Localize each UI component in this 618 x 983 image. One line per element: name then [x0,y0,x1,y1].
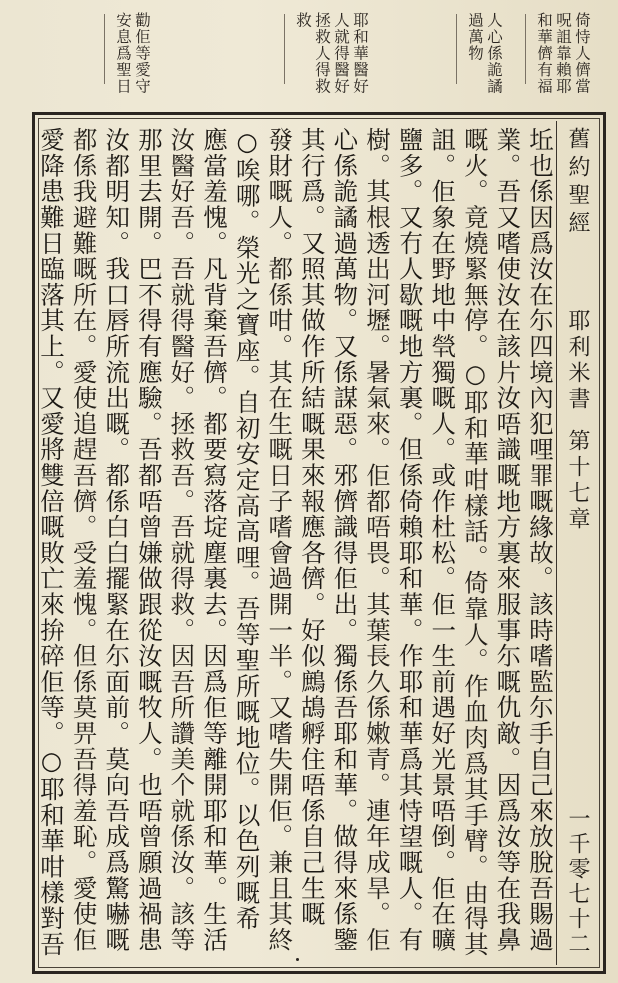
note-group [525,12,590,100]
note-column: 倚恃人儕當 [573,12,591,95]
text-frame [32,112,606,974]
note-column [407,12,423,78]
text-column: 汝都明知。我口唇所流出嘅。都係白白擺緊在尓面前。莫向吾成爲驚嚇嘅 [102,127,132,953]
note-bracket [104,14,108,84]
text-column: ○唉哪。榮光之寶座。自初安定高高哩。吾等聖所嘅地位。以色列嘅希 [232,127,262,932]
text-column: 汝醫好吾。吾就得醫好。拯救吾。吾就得救。因吾所讚美个就係汝。該等 [167,127,197,953]
note-group [104,12,150,100]
text-column: 鹽多。又冇人歇嘅地方裏。但係倚賴耶和華。作耶和華爲其恃望嘅人。有 [395,127,425,953]
text-column: 其行爲。又照其做作所結嘅果來報應各儕。好似鷓鴣孵住唔係自己生嘅 [297,127,327,927]
note-column: 和華儕有福 [535,12,553,95]
page-title: 舊約聖經 [565,127,590,239]
note-column: 勸佢等愛守 [133,12,151,95]
note-column: 救 [294,12,312,29]
text-column: 坵也係因爲汝在尓四境內犯哩罪嘅緣故。該時嗜監尓手自己來放脫吾賜過 [526,127,555,953]
note-bracket [525,14,529,84]
text-column: 樹。其根透出河壢。暑氣來。佢都唔畏。其葉長久係嫩青。連年成旱。佢 [363,127,392,953]
chapter-label: 第十七章 [565,429,590,533]
text-column: 發財嘅人。都係咁。其在生嘅日子嗜會過開一半。又嗜失開佢。兼且其終 [265,127,295,953]
top-margin-notes [40,12,590,100]
book-name: 耶利米書 [565,309,590,413]
note-column [206,12,222,78]
text-column: 詛。佢象在野地中煢獨嘅人。或作杜松。佢一生前遇好光景唔倒。佢在曠 [428,127,458,953]
note-column: 呪詛靠賴耶 [554,12,572,95]
note-column: 拯救人得救 [313,12,331,95]
note-column: 人心係詭譎 [485,12,503,95]
note-bracket [456,14,460,84]
text-column: 愛降患難日臨落其上。又愛將雙倍嘅敗亡來拚碎佢等。○耶和華咁樣對吾 [37,127,66,958]
note-column [388,12,404,78]
page-number: 一千零七十二 [565,807,590,957]
text-column: 心係詭譎過萬物。又係謀惡。邪儕識得佢出。獨係吾耶和華。做得來係鑒 [330,127,360,953]
note-column: 人就得醫好 [332,12,350,95]
text-column: 嘅火。竟燒緊無停。○耶和華咁樣話。倚靠人。作血肉爲其手臂。由得其 [460,127,490,958]
footer-mark [296,958,299,961]
note-group [377,12,442,100]
note-column: 耶和華醫好 [351,12,369,95]
body-text [37,127,555,961]
note-bracket [284,14,288,84]
note-column [187,12,203,78]
note-column [426,12,442,78]
text-column: 都係我避難嘅所在。愛使追趕吾儕。受羞愧。但係莫畀吾得羞恥。愛使佢 [69,127,99,953]
note-group [456,12,502,100]
text-column: 業。吾又嗜使汝在該片汝唔識嘅地方裏來服事尓嘅仇敵。因爲汝等在我鼻 [493,127,523,953]
note-column: 過萬物 [466,12,484,62]
text-column: 應當羞愧。凡背棄吾儕。都要寫落埞塵裏去。因爲佢等離開耶和華。生活 [200,127,229,953]
note-column [225,12,241,78]
running-header [556,121,597,965]
note-column: 安息爲聖日 [114,12,132,95]
note-group [284,12,368,100]
text-column: 那里去開。巴不得有應驗。吾都唔曾嫌做跟從汝嘅牧人。也唔曾願過禍患 [134,127,164,953]
note-group [176,12,260,100]
note-column [244,12,260,78]
